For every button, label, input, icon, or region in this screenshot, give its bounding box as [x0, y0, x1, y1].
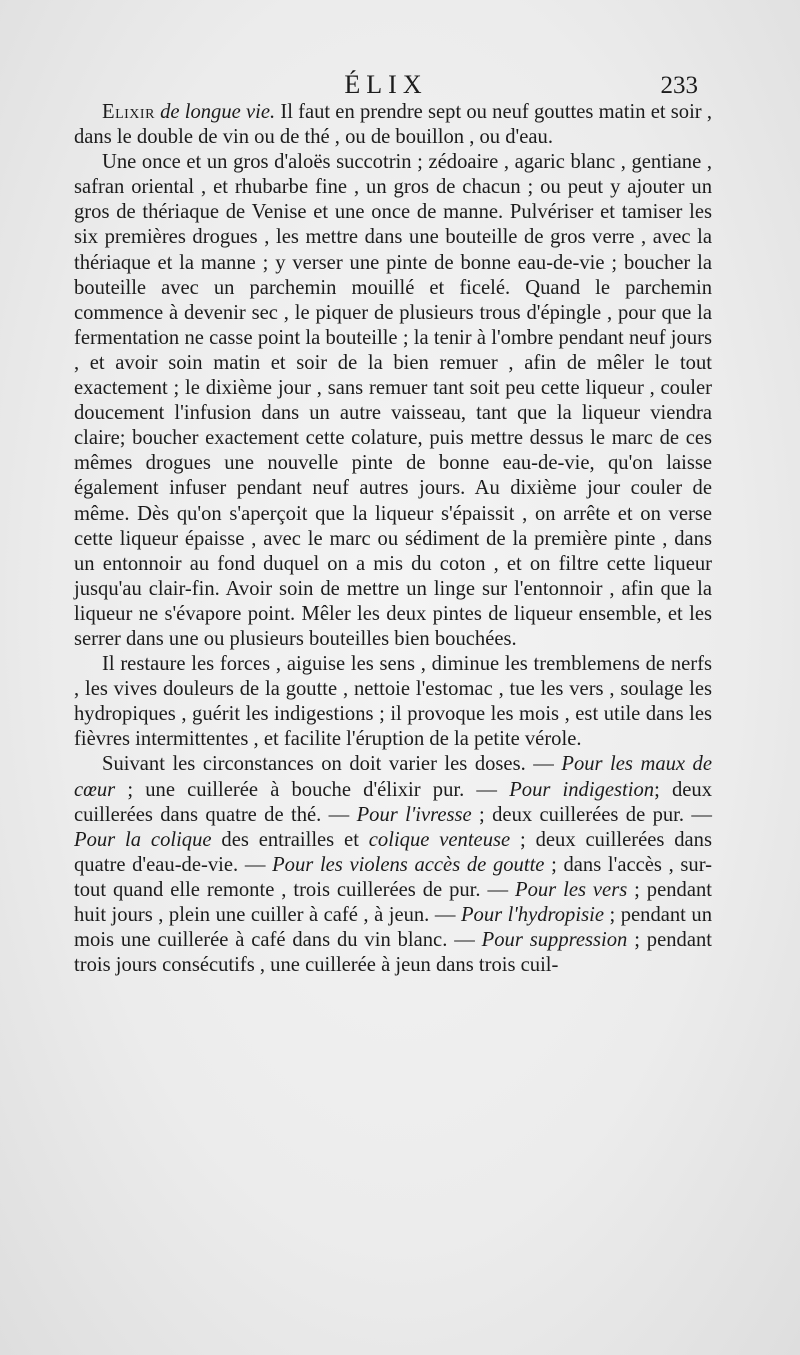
dose-heading: Pour suppression	[481, 929, 628, 952]
dose-heading: Pour la colique	[74, 828, 212, 851]
entry-headword: Elixir	[102, 101, 155, 123]
dose-heading: Pour l'ivresse	[356, 803, 472, 826]
dose-heading: Pour l'hydropisie	[460, 904, 604, 926]
page-header	[74, 70, 698, 104]
page-number: 233	[660, 72, 698, 99]
dose-heading: Pour les violens accès de goutte	[272, 853, 545, 876]
entry-intro: Il faut en prendre sept ou neuf gouttes matin et soir , dans le double de vin ou de thé , ou de bouillon , ou d'eau.	[74, 101, 713, 149]
doses-text: ; deux cuillerées de pur. —	[471, 803, 712, 826]
virtues-paragraph: Il restaure les forces , aiguise les sens , diminue les tremblemens de nerfs , les vives douleurs de la goutte , nettoie l'estomac , tue les vers , soulage les hydropiques , guérit les indigestions ; il provoque les mois , est utile dans les fièvres intermittentes , et facilite l'éruption de la petite vérole.	[74, 653, 712, 751]
dose-heading: colique venteuse	[368, 828, 511, 851]
entry-paragraph	[74, 100, 712, 150]
doses-paragraph	[74, 752, 712, 978]
doses-text: ; pendant trois jours consécutifs , une cuillerée à jeun dans trois cuil-	[74, 929, 712, 977]
dose-heading: Pour les maux de cœur	[74, 753, 712, 801]
doses-text: ; pendant huit jours , plein une cuiller à café , à jeun. —	[74, 878, 713, 926]
body-text	[74, 100, 712, 978]
doses-text: ; dans l'accès , sur-tout quand elle remonte , trois cuillerées de pur. —	[74, 853, 713, 901]
dose-heading: Pour indigestion	[509, 778, 655, 801]
doses-text: ; deux cuillerées dans quatre d'eau-de-vie. —	[74, 828, 712, 876]
doses-text: des entrailles et	[211, 828, 369, 851]
doses-text: ; pendant un mois une cuillerée à café dans du vin blanc. —	[74, 904, 713, 952]
running-head: ÉLIX	[344, 70, 428, 99]
entry-subtitle: de longue vie.	[160, 101, 276, 123]
doses-text: Suivant les circonstances on doit varier les doses. —	[102, 753, 562, 776]
doses-text: ; une cuillerée à bouche d'élixir pur. —	[115, 778, 510, 801]
dose-heading: Pour les vers	[515, 878, 628, 901]
recipe-paragraph: Une once et un gros d'aloës succotrin ; zédoaire , agaric blanc , gentiane , safran oriental , et rhubarbe fine , un gros de chacun ; ou peut y ajouter un gros de thériaque de Venise et une once de manne. Pulvériser et tamiser les six premières drogues , les mettre dans une bouteille de gros verre , avec la thériaque et la manne ; y verser une pinte de bonne eau-de-vie ; boucher la bouteille avec un parchemin mouillé et ficelé. Quand le parchemin commence à devenir sec , le piquer de plusieurs trous d'épingle , pour que la fermentation ne casse point la bouteille ; la tenir à l'ombre pendant neuf jours , et avoir soin matin et soir de la bien remuer , afin de mêler le tout exactement ; le dixième jour , sans remuer tant soit peu cette liqueur , couler doucement l'infusion dans un autre vaisseau, tant que la liqueur viendra claire; boucher exactement cette colature, puis mettre dessus le marc de ces mêmes drogues une nouvelle pinte de bonne eau-de-vie, qu'on laisse également infuser pendant neuf autres jours. Au dixième jour couler de même. Dès qu'on s'aperçoit que la liqueur s'épaissit , on arrête et on verse cette liqueur épaisse , avec le marc ou sédiment de la première pinte , dans un entonnoir au fond duquel on a mis du coton , et on filtre cette liqueur jusqu'au clair-fin. Avoir soin de mettre un linge sur l'entonnoir , afin que la liqueur ne s'évapore point. Mêler les deux pintes de liqueur ensemble, et les serrer dans une ou plusieurs bouteilles bien bouchées.	[74, 151, 712, 650]
doses-text: ; deux cuillerées dans quatre de thé. —	[74, 778, 712, 826]
